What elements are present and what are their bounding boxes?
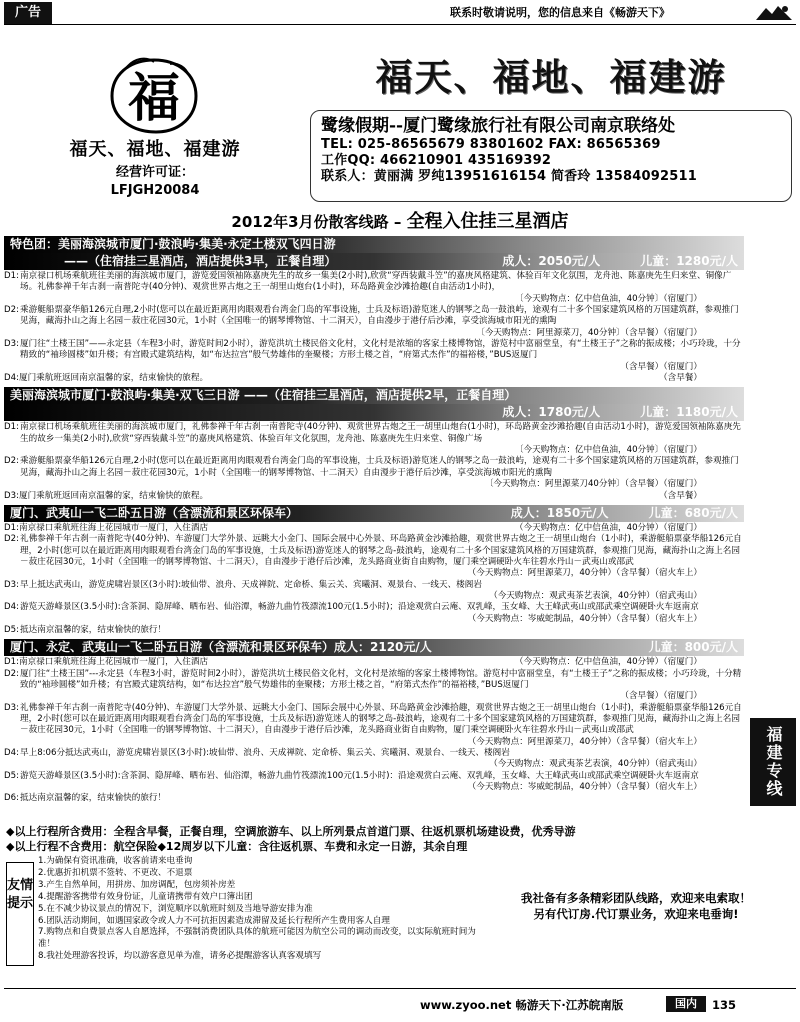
itinerary-day: D6: 抵达南京温馨的家，结束愉快的旅行！ xyxy=(4,793,167,804)
tour-price-band: ——（住宿挂三星酒店，酒店提供3早，正餐自理） 成人：2050元/人 儿童：1280元/人 xyxy=(4,253,744,270)
tour-xiamen-3day xyxy=(4,387,744,501)
top-note: 联系时敬请说明，您的信息来自《畅游天下》 xyxy=(450,6,670,19)
fee-excluded: ◆以上行程不含费用：航空保险◆12周岁以下儿童：含往返机票、车费和永定一日游，其余自理 xyxy=(6,840,468,853)
day-note: （今天购物点：岑威蛇制品，40分钟）（含早餐）（宿火车上） xyxy=(467,782,702,793)
brand-slogan: 福天、福地、福建游 xyxy=(69,139,241,160)
itinerary-day: D2: 礼佛参禅千年古刹一南普陀寺(40分钟)、车游厦门大学外景、远眺大小金门、国际会展中心外景、环岛路黄金沙滩拾趣，观赏世界古炮之王一胡里山炮台（1小时)，乘游艇船票豪华船126元自理，2小时(您可以在最近距离用肉眼观看台湾金门岛的军事设施，士兵及标语)游览迷人的钢琴之岛-鼓浪屿，途观有二十多个国家建筑风格的万国建筑群，参观推门见海，藏海扑山之海上名园－菽庄花园30元，1小时（全国唯一的钢琴博物馆、十二洞天），自由漫步于港仔后沙滩，龙头路商业街自由购物，厦门乘空调硬卧火车往碧水丹山－武夷山或邵武 xyxy=(4,534,742,567)
tour-xiamen-4day xyxy=(4,236,744,384)
itinerary-day: D5: 抵达南京温馨的家，结束愉快的旅行！ xyxy=(4,624,167,635)
day-note: （今天购物点：阿里源菜刀，40分钟）（含早餐）（宿火车上） xyxy=(467,568,702,579)
itinerary-day: D2: 乘游艇船票豪华船126元自理,2小时(您可以在最近距离用肉眼观看台湾金门岛的军事设施，士兵及标语)游览迷人的钢琴之岛一鼓浪屿，途观有二十多个国家建筑风格的万国建筑群，参观推门见海，藏海扑山之海上名园－菽庄花园30元，1小时（全国唯一的钢琴博物馆、十二洞天）自由漫步于港仔后沙滩，享受滨海城市阳光的熏陶 xyxy=(4,456,739,478)
footer-site: www.zyoo.net 畅游天下·江苏皖南版 xyxy=(420,998,624,1012)
ad-label: 广告 xyxy=(4,2,52,24)
footer-section-badge: 国内 xyxy=(666,996,706,1012)
top-bar xyxy=(0,0,800,40)
child-price: 儿童：1280元/人 xyxy=(640,254,738,268)
day-note: 〔今天购物点：阿里源菜刀，40分钟〕（含早餐）（宿厦门） xyxy=(476,327,702,338)
itinerary-day: D3: 早上抵达武夷山，游览虎啸岩景区(3小时):坡仙带、浪舟、天成禅院、定命桥、集云关、宾曦洞、观景台、一线天、楼阁岩 xyxy=(4,579,482,590)
section-side-tab: 福建专线 xyxy=(750,718,796,806)
fee-included: ◆以上行程所含费用：全程含早餐，正餐自理，空调旅游车、以上所列景点首道门票、往返机票机场建设费，优秀导游 xyxy=(6,825,576,838)
page-number: 135 xyxy=(712,998,737,1012)
day-note: 〔今天购物点：亿中信鱼油，40分钟〕（宿厦门） xyxy=(514,445,702,456)
child-price: 儿童：800元/人 xyxy=(648,640,738,655)
itinerary-day: D3: 厦门往“土楼王国”——永定县（车程3小时，游览时间2小时），游览洪坑土楼民俗文化村，文化村是浓缩的客家土楼博物馆，游览村中富丽堂皇，有“土楼王子”之称的振成楼；小巧玲珑，十分精致的“袖珍圆楼”如升楼；有宫殿式建筑结构，如“布达拉宫”般气势雄伟的奎聚楼；方形土楼之首，“府第式杰作”的福裕楼，”BUS返厦门 xyxy=(4,339,741,361)
svg-text:福: 福 xyxy=(127,68,181,129)
tip-item: 1.为确保有资讯准确，收客前请来电垂询 xyxy=(38,856,193,866)
contact-person-line: 联系人：黄丽满 罗纯13951616154 简香玲 13584092511 xyxy=(321,169,697,184)
agency-name: 鹭缘假期--厦门鹭缘旅行社有限公司南京联络处 xyxy=(321,116,676,136)
tour-list xyxy=(4,236,744,808)
tour-price-band xyxy=(4,404,744,421)
adult-price: 成人：2050元/人 xyxy=(502,254,601,268)
qq-line: 工作QQ: 466210901 435169392 xyxy=(321,153,552,168)
adult-price: 成人：1850元/人 xyxy=(510,505,609,520)
itinerary-day: D4:厦门乘航班返回南京温馨的家，结束愉快的旅程。 （含早餐） xyxy=(4,373,702,384)
license-label: 经营许可证： xyxy=(115,165,194,180)
tip-item: 2.优惠折扣机票不签转、不更改、不退票 xyxy=(38,867,193,878)
adult-price: 成人：1780元/人 xyxy=(502,405,601,420)
itinerary-day: D1:南京禄口乘航班往海上花园城市一厦门，入住酒店 （今天购物点：亿中信鱼油，40分钟）（宿厦门） xyxy=(4,522,702,533)
license-code: LFJGH20084 xyxy=(110,183,200,198)
tips-section xyxy=(6,856,476,976)
tour-yongding-wuyishan-5day xyxy=(4,639,744,804)
footer-divider xyxy=(4,988,796,989)
tip-item: 7.购物点和自费景点客人自愿选择，不强制消费团队具体的航班可能因为航空公司的调动而改变，以实际航班时间为准！ xyxy=(38,927,476,950)
headline: 福天、福地、福建游 xyxy=(310,50,792,104)
itinerary-day: D1: 南京禄口机场乘航班往美丽的海滨城市厦门，游览爱国领袖陈嘉庚先生的故乡一集美(2小时),欣赏“穿西装戴斗笠”的嘉庚风格建筑、体验百年文化氛围，龙舟池、陈嘉庚先生归来堂、铜像广场。礼佛参禅千年古刹一南普陀寺(40分钟)、观赏世界古炮之王一胡里山炮台(1小时)，环岛路黄金沙滩拾趣(自由活动1小时)， xyxy=(4,271,732,293)
tour-wuyishan-5day xyxy=(4,505,744,636)
day-note: （今天购物点：观武夷茶艺表演，40分钟）（宿武夷山） xyxy=(489,759,702,770)
page-title: 2012年3月份散客线路 – 全程入住挂三星酒店 xyxy=(231,211,569,232)
itinerary-day: D2: 厦门往“土楼王国”---永定县（车程3小时，游览时间2小时），游览洪坑土楼民俗文化村，文化村是浓缩的客家土楼博物馆。游览村中富丽堂皇，有“土楼王子”之称的振成楼；小巧玲珑，十分精致的“袖珍圆楼”如升楼；有宫殿式建筑结构，如“布达拉宫”般气势雄伟的奎聚楼；方形土楼之首，“府第式杰作”的福裕楼，”BUS返厦门 xyxy=(4,668,742,690)
day-note: 〔今天购物点：亿中信鱼油，40分钟〕（宿厦门） xyxy=(514,293,702,304)
brand-block xyxy=(10,48,300,206)
tour-band: 厦门、武夷山一飞二卧五日游（含漂流和景区环保车） 成人：1850元/人 儿童：680元/人 xyxy=(4,505,744,522)
contact-box xyxy=(310,110,792,202)
magazine-logo-icon xyxy=(752,2,796,24)
itinerary-day: D4: 早上8:06分抵达武夷山，游览虎啸岩景区(3小时):坡仙带、浪舟、天成禅院、定命桥、集云关、宾曦洞、观景台、一线天、楼阁岩 xyxy=(4,748,510,759)
tel-fax-line: TEL: 025-86565679 83801602 FAX: 86565369 xyxy=(321,137,661,152)
day-note: （今天购物点：观武夷茶艺表演，40分钟）（宿武夷山） xyxy=(489,590,702,601)
day-note: （今天购物点：岑威蛇制品，40分钟）（含早餐）（宿火车上） xyxy=(467,613,702,624)
tip-item: 5.在不减少协议景点的情况下，浏览顺序以航班时刻及当地导游安排为准 xyxy=(38,903,313,914)
fu-seal-icon xyxy=(104,54,204,138)
itinerary-day: D2: 乘游艇船票豪华船126元自理,2小时(您可以在最近距离用肉眼观看台湾金门岛的军事设施，士兵及标语)游览迷人的钢琴之岛一鼓浪屿，途观有二十多个国家建筑风格的万国建筑群，参观推门见海，藏海扑山之海上名园－菽庄花园30元，1小时（全国唯一的钢琴博物馆、十二洞天），自由漫步于港仔后沙滩，享受滨海城市阳光的熏陶 xyxy=(4,305,739,327)
promo-text: 我社备有多条精彩团队线路，欢迎来电索取！ 另有代订房.代订票业务，欢迎来电垂询! xyxy=(521,891,751,921)
itinerary-day: D1:南京禄口乘航班往海上花园城市一厦门，入住酒店 （今天购物点：亿中信鱼油，40分钟）（宿厦门） xyxy=(4,657,702,668)
itinerary-day: D3:厦门乘航班返回南京温馨的家，结束愉快的旅程。 （含早餐） xyxy=(4,490,702,501)
itinerary-day: D4: 游览天游峰景区(3.5小时):含茶洞、隐屏峰、晒布岩、仙浴潭，畅游九曲竹筏漂流100元(1.5小时)；沿途观赏白云庵、双乳峰，玉女峰、大王峰武夷山或邵武乘空调硬卧火车返南京 xyxy=(4,602,699,613)
child-price: 儿童：1180元/人 xyxy=(640,405,738,420)
child-price: 儿童：680元/人 xyxy=(648,505,738,520)
day-note: 〔今天购物点：阿里源菜刀40分钟〕（含早餐）（宿厦门） xyxy=(484,479,702,490)
tip-item: 4.提醒游客携带有效身份证，儿童请携带有效户口簿出团 xyxy=(38,891,253,902)
top-divider xyxy=(4,24,796,25)
header xyxy=(10,48,792,206)
tips-list xyxy=(38,856,478,963)
tip-item: 6.团队活动期间，如遇国家政令或人力不可抗拒因素造成滞留及延长行程所产生费用客人自理 xyxy=(38,915,390,926)
tip-item: 8.我社处理游客投诉，均以游客意见单为准，请务必提醒游客认真客观填写 xyxy=(38,951,322,962)
itinerary-day: D1: 南京禄口机场乘航班往美丽的海滨城市厦门，礼佛参禅千年古刹一南普陀寺(40分钟)、观赏世界古炮之王一胡里山炮台(1小时)，环岛路黄金沙滩拾趣(自由活动1小时)，游览爱国领袖陈嘉庚先生的故乡一集美(2小时),欣赏“穿西装戴斗笠”的嘉庚风格建筑、体验百年文化氛围，龙舟池、陈嘉庚先生归来堂、铜像广场 xyxy=(4,422,741,444)
footer xyxy=(0,984,800,1020)
itinerary-day: D5: 游览天游峰景区(3.5小时):含茶洞、隐屏峰、晒布岩、仙浴潭，畅游九曲竹筏漂流100元(1.5小时)：沿途观赏白云庵、双乳峰，玉女峰、大王峰武夷山或邵武乘空调硬卧火车返南京 xyxy=(4,770,699,781)
itinerary-day: D3: 礼佛参禅千年古刹一南普陀寺(40分钟)、车游厦门大学外景、远眺大小金门、国际会展中心外景、环岛路黄金沙滩拾趣，观赏世界古炮之王一胡里山炮台（1小时)，乘游艇船票豪华船126元自理，2小时(您可以在最近距离用肉眼观看台湾金门岛的军事设施，士兵及标语)游览迷人的钢琴之岛-鼓浪屿，途观有二十多个国家建筑风格的万国建筑群，参观推门见海，藏海扑山之海上名园－菽庄花园30元，1小时（全国唯一的钢琴博物馆、十二洞天），自由漫步于港仔后沙滩，龙头路商业街自由购物，厦门乘空调硬卧火车往碧水丹山－武夷山或邵武 xyxy=(4,702,742,736)
tour-band: 厦门、永定、武夷山一飞二卧五日游（含漂流和景区环保车）成人：2120元/人 儿童：800元/人 xyxy=(4,639,744,656)
tip-item: 3.产生自然单间，用拼房、加房调配，包房须补房差 xyxy=(38,879,236,890)
tips-label: 友情提示 xyxy=(6,862,34,966)
tour-band: 美丽海滨城市厦门·鼓浪屿·集美·双飞三日游 ——（住宿挂三星酒店，酒店提供2早，正餐自理） xyxy=(4,387,744,404)
day-note: （含早餐）（宿厦门） xyxy=(620,361,702,372)
day-note: （今天购物点：阿里源菜刀，40分钟）（含早餐）（宿火车上） xyxy=(467,736,702,747)
day-note: （含早餐）（宿厦门） xyxy=(620,691,702,702)
tour-band: 特色团：美丽海滨城市厦门·鼓浪屿·集美·永定土楼双飞四日游 xyxy=(4,236,744,253)
fee-notes xyxy=(6,824,746,854)
